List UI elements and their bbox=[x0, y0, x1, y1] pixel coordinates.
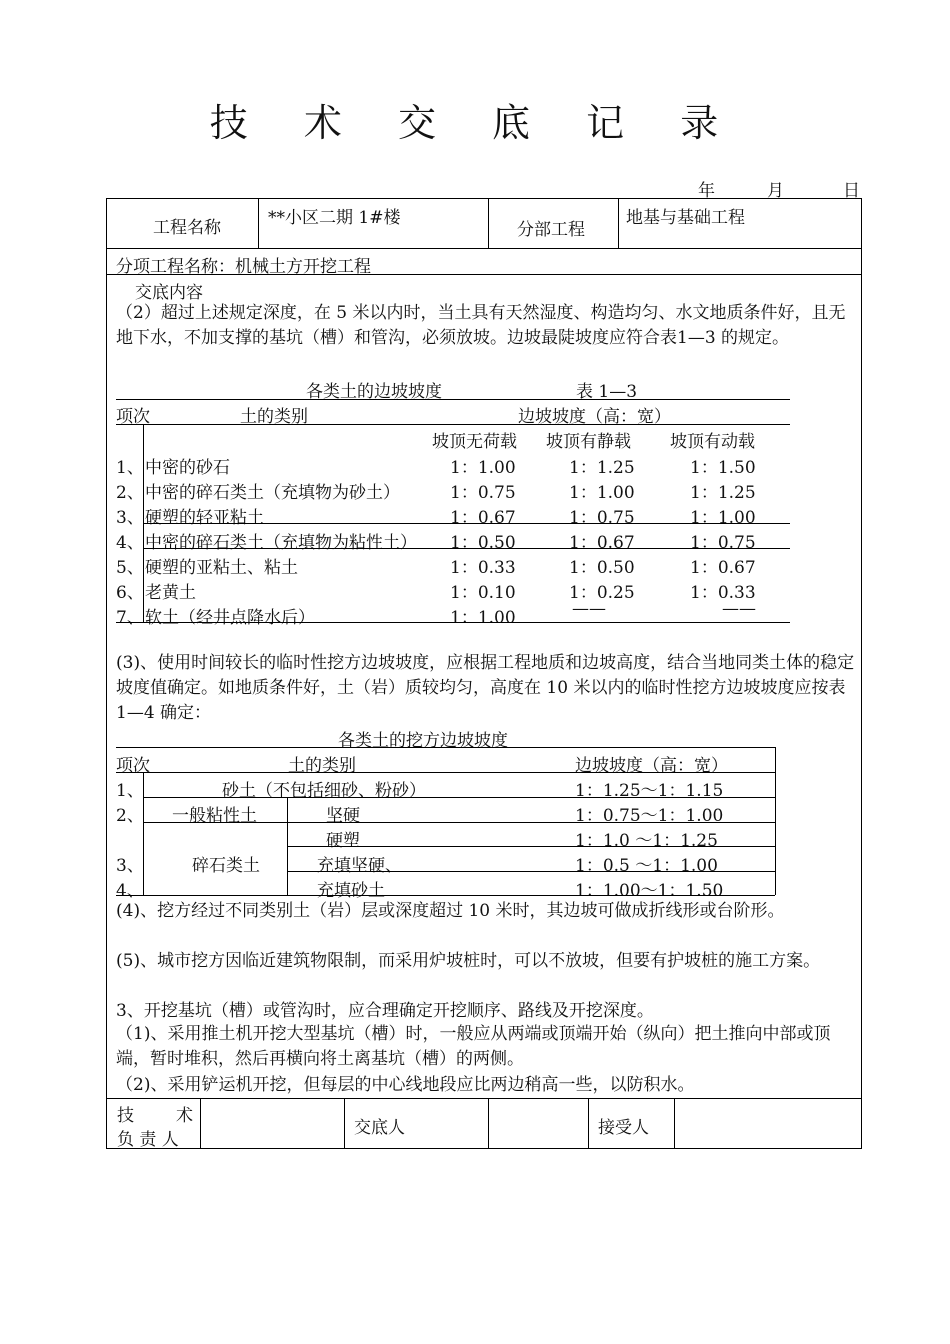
table1-row-value: —— bbox=[722, 599, 756, 619]
paragraph-2: （2）超过上述规定深度，在 5 米以内时，当土具有天然湿度、构造均匀、水文地质条件好，且无地下水，不加支撑的基坑（槽）和管沟，必须放坡。边坡最陡坡度应符合表1—3 的规定。 bbox=[116, 303, 846, 348]
table1-row-value: 1：1.25 bbox=[569, 458, 635, 478]
table1-row-value: 1：1.00 bbox=[569, 483, 635, 503]
table2-rule bbox=[287, 846, 775, 847]
table2-row-index: 3、 bbox=[116, 856, 144, 876]
table1-number: 表 1—3 bbox=[576, 382, 638, 402]
table1-rule bbox=[143, 548, 790, 549]
table2-row-soil: 碎石类土 bbox=[192, 856, 260, 876]
divider bbox=[106, 1098, 862, 1099]
table1-caption: 各类土的边坡坡度 bbox=[306, 382, 442, 402]
table1-col-soil: 土的类别 bbox=[240, 407, 308, 427]
table1-row-value: —— bbox=[572, 599, 606, 619]
table2-rule bbox=[116, 772, 775, 773]
date-month-label: 月 bbox=[767, 181, 784, 201]
table1-row-value: 1：0.10 bbox=[450, 583, 516, 603]
table1-row-value: 1：0.67 bbox=[569, 533, 635, 553]
paragraph-5: (5)、城市挖方因临近建筑物限制，而采用炉坡桩时，可以不放坡，但要有护坡桩的施工方案。 bbox=[116, 951, 821, 971]
date-day-label: 日 bbox=[843, 181, 860, 201]
table2-rule bbox=[143, 797, 775, 798]
table1-col-index: 项次 bbox=[116, 407, 150, 427]
table1-row-soil: 硬塑的亚粘土、粘土 bbox=[145, 558, 298, 578]
table1-row-soil: 中密的碎石类土（充填物为砂土） bbox=[145, 483, 400, 503]
table2-caption: 各类土的挖方边坡坡度 bbox=[338, 731, 508, 751]
table1-row-value: 1：0.67 bbox=[690, 558, 756, 578]
table1-rule bbox=[143, 523, 790, 524]
handover-person-label: 交底人 bbox=[354, 1118, 405, 1138]
tech-lead-label-1: 技 bbox=[117, 1106, 134, 1126]
table1-row-value: 1：0.25 bbox=[569, 583, 635, 603]
table1-row-value: 1：0.50 bbox=[450, 533, 516, 553]
table2-col-slope: 边坡坡度（高：宽） bbox=[575, 756, 728, 776]
table2-rule bbox=[116, 747, 775, 748]
table2-col-soil: 土的类别 bbox=[288, 756, 356, 776]
table1-row-value: 1：0.75 bbox=[569, 508, 635, 528]
table1-row-soil: 硬塑的轻亚粘土 bbox=[145, 508, 264, 528]
table2-row-index: 1、 bbox=[116, 781, 144, 801]
table1-subheader: 坡顶有动载 bbox=[670, 432, 755, 452]
table1-row-value: 1：0.50 bbox=[569, 558, 635, 578]
table2-rule bbox=[143, 822, 775, 823]
table2-row-sub: 硬塑 bbox=[326, 831, 360, 851]
table1-row-value: 1：1.25 bbox=[690, 483, 756, 503]
divider bbox=[488, 1098, 489, 1149]
table2-row-sub: 充填坚硬、 bbox=[317, 856, 402, 876]
table1-row-index: 2、 bbox=[116, 483, 144, 503]
project-name-value: **小区二期 1#楼 bbox=[268, 208, 401, 228]
table1-row-index: 3、 bbox=[116, 508, 144, 528]
receiver-label: 接受人 bbox=[598, 1118, 649, 1138]
tech-lead-label-2: 负 责 人 bbox=[117, 1130, 179, 1150]
table2-row-soil: 一般粘性土 bbox=[172, 806, 257, 826]
table1-row-value: 1：1.50 bbox=[690, 458, 756, 478]
paragraph-3: (3)、使用时间较长的临时性挖方边坡坡度，应根据工程地质和边坡高度，结合当地同类土体的稳定坡度值确定。如地质条件好，土（岩）质较均匀，高度在 10 米以内的临时性挖方边坡坡度应按表 1—4 确定： bbox=[116, 653, 855, 723]
divider bbox=[618, 198, 619, 249]
table1-row-soil: 中密的碎石类土（充填物为粘性土） bbox=[145, 533, 417, 553]
table2-row-index: 2、 bbox=[116, 806, 144, 826]
table1-row-index: 4、 bbox=[116, 533, 144, 553]
date-year-label: 年 bbox=[698, 181, 715, 201]
table2-rule bbox=[775, 747, 776, 895]
table1-row-index: 6、 bbox=[116, 583, 144, 603]
table1-row-value: 1：1.00 bbox=[450, 458, 516, 478]
table1-row-value: 1：0.75 bbox=[690, 533, 756, 553]
table1-subheader: 坡顶有静载 bbox=[546, 432, 631, 452]
table2-row-sub: 坚硬 bbox=[326, 806, 360, 826]
table1-row-index: 1、 bbox=[116, 458, 144, 478]
table1-row-value: 1：0.33 bbox=[450, 558, 516, 578]
table1-col-slope: 边坡坡度（高：宽） bbox=[518, 407, 671, 427]
paragraph-8: （2)、采用铲运机开挖，但每层的中心线地段应比两边稍高一些，以防积水。 bbox=[116, 1075, 695, 1095]
table2-row-sub: 充填砂土 bbox=[317, 881, 385, 901]
table2-row-value: 1：0.5 ～1：1.00 bbox=[575, 856, 718, 876]
table1-row-value: 1：1.00 bbox=[690, 508, 756, 528]
divider bbox=[106, 248, 862, 249]
section-heading: 交底内容 bbox=[135, 283, 203, 303]
table1-row-index: 7、 bbox=[116, 608, 144, 628]
table2-row-value: 1：1.0 ～1：1.25 bbox=[575, 831, 718, 851]
table2-row-index: 4、 bbox=[116, 881, 144, 901]
table2-col-index: 项次 bbox=[116, 756, 150, 776]
paragraph-6: 3、开挖基坑（槽）或管沟时，应合理确定开挖顺序、路线及开挖深度。 bbox=[116, 1001, 654, 1021]
table1-row-value: 1：0.33 bbox=[690, 583, 756, 603]
table1-subheader: 坡顶无荷载 bbox=[432, 432, 517, 452]
divider bbox=[258, 198, 259, 249]
table1-row-index: 5、 bbox=[116, 558, 144, 578]
divider bbox=[674, 1098, 675, 1149]
division-label: 分部工程 bbox=[517, 220, 585, 240]
table1-row-soil: 老黄土 bbox=[145, 583, 196, 603]
page-title: 技 术 交 底 记 录 bbox=[209, 101, 741, 145]
divider bbox=[200, 1098, 201, 1149]
table2-row-value: 1：0.75～1：1.00 bbox=[575, 806, 724, 826]
tech-lead-label-1b: 术 bbox=[176, 1106, 193, 1126]
table1-row-soil: 中密的砂石 bbox=[145, 458, 230, 478]
table2-row-value: 1：1.25～1：1.15 bbox=[575, 781, 724, 801]
division-value: 地基与基础工程 bbox=[626, 208, 745, 228]
divider bbox=[344, 1098, 345, 1149]
table1-rule bbox=[116, 424, 790, 425]
table2-rule bbox=[287, 871, 775, 872]
table2-rule bbox=[116, 895, 775, 896]
table1-row-value: 1：0.67 bbox=[450, 508, 516, 528]
table1-row-value: 1：1.00 bbox=[450, 608, 516, 628]
divider bbox=[488, 198, 489, 249]
table1-row-soil: 软土（经井点降水后） bbox=[145, 608, 315, 628]
table2-row-soil: 砂土（不包括细砂、粉砂） bbox=[222, 781, 426, 801]
table1-row-value: 1：0.75 bbox=[450, 483, 516, 503]
divider bbox=[588, 1098, 589, 1149]
paragraph-4: (4)、挖方经过不同类别土（岩）层或深度超过 10 米时，其边坡可做成折线形或台阶形。 bbox=[116, 901, 785, 921]
subproject-name: 分项工程名称：机械土方开挖工程 bbox=[116, 257, 371, 277]
table2-row-value: 1：1.00～1：1.50 bbox=[575, 881, 724, 901]
table1-rule bbox=[116, 399, 790, 400]
paragraph-7: （1)、采用推土机开挖大型基坑（槽）时，一般应从两端或顶端开始（纵向）把土推向中部或顶端，暂时堆积，然后再横向将土离基坑（槽）的两侧。 bbox=[116, 1024, 831, 1069]
project-name-label: 工程名称 bbox=[153, 218, 221, 238]
table1-rule bbox=[116, 622, 790, 623]
